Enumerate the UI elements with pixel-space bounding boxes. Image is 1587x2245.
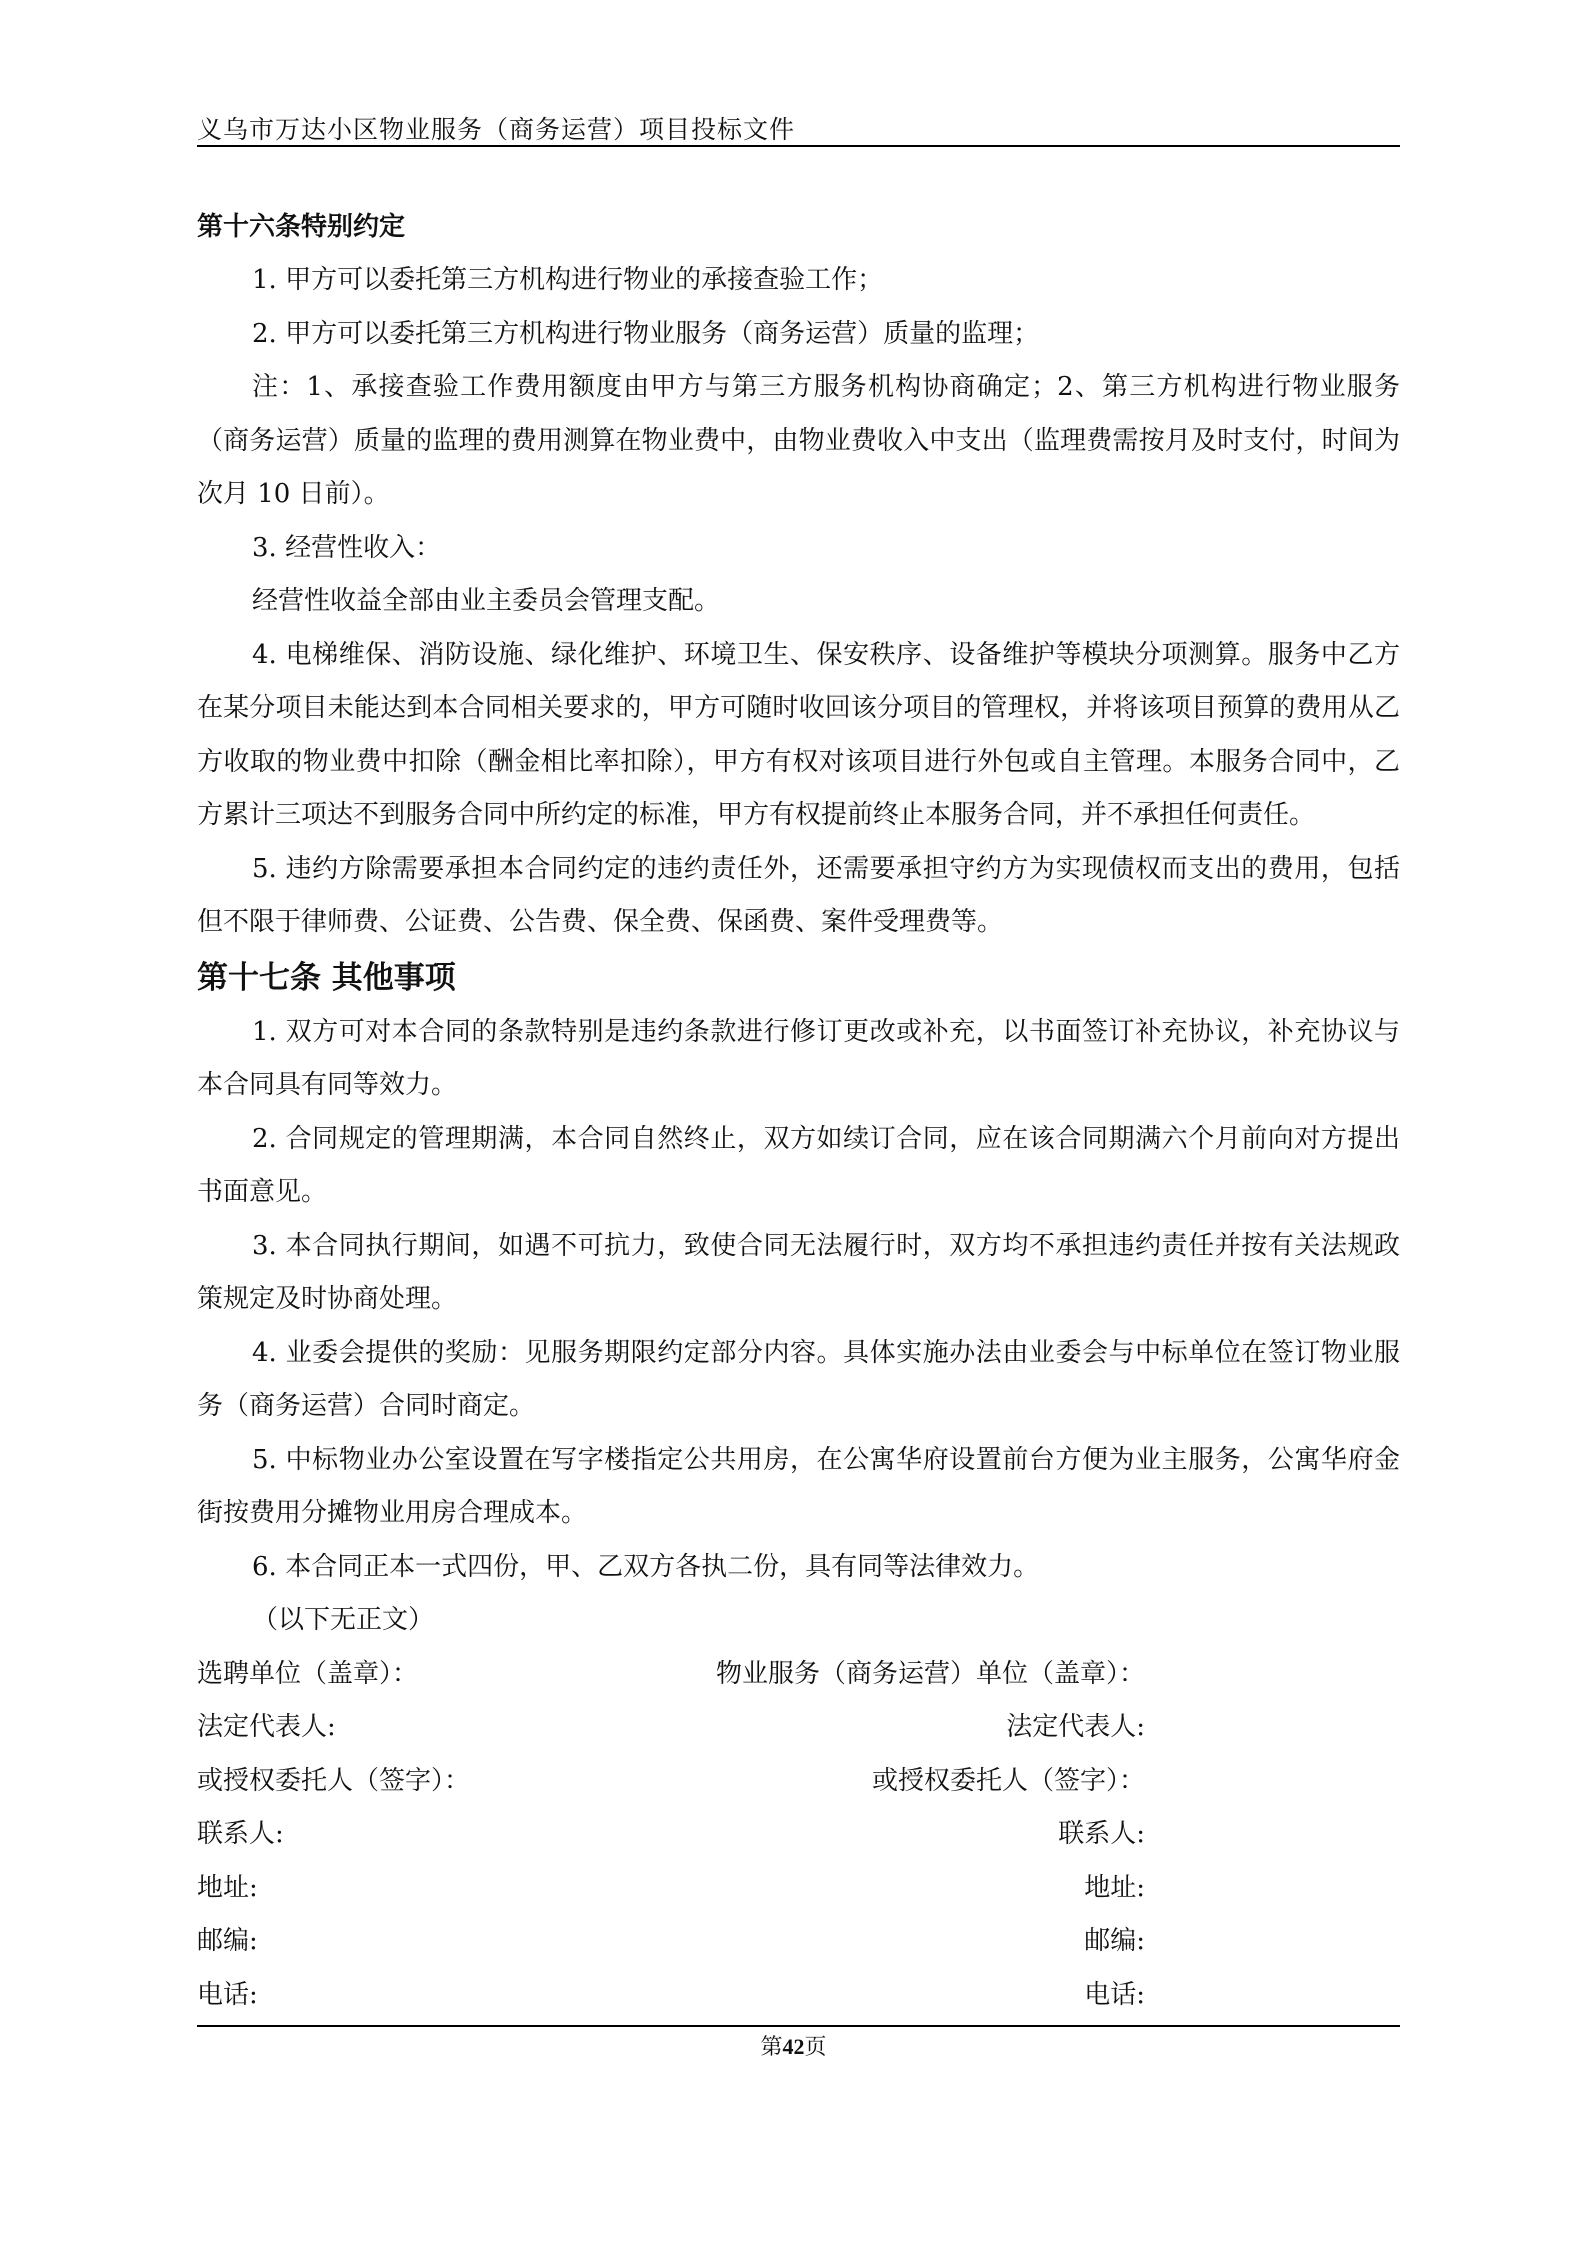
employer-address-label: 地址: [197,1872,258,1903]
page-number [0,2030,1587,2061]
article-17-item-2: 2. 合同规定的管理期满，本合同自然终止，双方如续订合同，应在该合同期满六个月前向对方提出书面意见。 [197,1123,1400,1207]
signature-block [197,1648,1400,2023]
employer-seal-label: 选聘单位（盖章）： [197,1658,419,1689]
employer-postcode-label: 邮编: [197,1926,258,1956]
article-16-item-1: 1. 甲方可以委托第三方机构进行物业的承接查验工作； [252,265,884,295]
document-header-title: 义乌市万达小区物业服务（商务运营）项目投标文件 [197,115,796,144]
contractor-address-label: 地址: [1084,1872,1145,1903]
signature-row-seal [197,1648,1400,1702]
signature-row-legal-rep [197,1701,1400,1755]
header-divider [197,145,1400,147]
employer-authorized-label: 或授权委托人（签字）： [197,1765,471,1796]
document-body [197,200,1400,2022]
employer-contact-label: 联系人: [197,1819,284,1849]
article-16-item-4: 4. 电梯维保、消防设施、绿化维护、环境卫生、保安秩序、设备维护等模块分项测算。服务中乙方在某分项目未能达到本合同相关要求的，甲方可随时收回该分项目的管理权，并将该项目预算的费用从乙方收取的物业费中扣除（酬金相比率扣除），甲方有权对该项目进行外包或自主管理。本服务合同中，乙方累计三项达不到服务合同中所约定的标准，甲方有权提前终止本服务合同，并不承担任何责任。 [197,639,1400,830]
article-16-item-5: 5. 违约方除需要承担本合同约定的违约责任外，还需要承担守约方为实现债权而支出的费用，包括但不限于律师费、公证费、公告费、保全费、保函费、案件受理费等。 [197,853,1400,937]
signature-row-contact [197,1808,1400,1862]
article-17-item-5: 5. 中标物业办公室设置在写字楼指定公共用房，在公寓华府设置前台方便为业主服务，公寓华府金街按费用分摊物业用房合理成本。 [197,1444,1400,1528]
end-of-text-note: （以下无正文） [252,1605,435,1635]
contractor-seal-label: 物业服务（商务运营）单位（盖章）： [715,1658,1145,1689]
signature-row-address [197,1862,1400,1916]
contractor-phone-label: 电话: [1084,1979,1145,2010]
article-16-item-2: 2. 甲方可以委托第三方机构进行物业服务（商务运营）质量的监理； [252,318,1040,349]
article-16-heading: 第十六条特别约定 [197,212,406,242]
footer-divider [197,2025,1400,2027]
article-16-item-3-detail: 经营性收益全部由业主委员会管理支配。 [252,586,721,616]
article-17-item-6: 6. 本合同正本一式四份，甲、乙双方各执二份，具有同等法律效力。 [252,1551,1040,1582]
article-16-note: 注：1、承接查验工作费用额度由甲方与第三方服务机构协商确定；2、第三方机构进行物业服务（商务运营）质量的监理的费用测算在物业费中，由物业费收入中支出（监理费需按月及时支付，时间为次月 10 日前）。 [197,372,1400,509]
article-17-heading: 第十七条 其他事项 [197,959,456,996]
contractor-contact-label: 联系人: [1058,1819,1145,1849]
contractor-postcode-label: 邮编: [1084,1926,1145,1956]
signature-row-postcode [197,1915,1400,1969]
signature-row-authorized [197,1755,1400,1809]
article-17-item-3: 3. 本合同执行期间，如遇不可抗力，致使合同无法履行时，双方均不承担违约责任并按有关法规政策规定及时协商处理。 [197,1230,1400,1314]
page-suffix: 页 [804,2034,827,2059]
contractor-legal-rep-label: 法定代表人: [1006,1712,1145,1742]
signature-row-phone [197,1969,1400,2023]
employer-legal-rep-label: 法定代表人: [197,1712,336,1742]
article-16-item-3: 3. 经营性收入： [252,532,442,563]
contractor-authorized-label: 或授权委托人（签字）： [871,1765,1145,1796]
article-17-item-4: 4. 业委会提供的奖励：见服务期限约定部分内容。具体实施办法由业委会与中标单位在签订物业服务（商务运营）合同时商定。 [197,1337,1400,1421]
page-prefix: 第 [760,2034,783,2059]
page-number-value: 42 [782,2034,805,2059]
employer-phone-label: 电话: [197,1979,258,2010]
article-17-item-1: 1. 双方可对本合同的条款特别是违约条款进行修订更改或补充，以书面签订补充协议，补充协议与本合同具有同等效力。 [197,1016,1400,1100]
